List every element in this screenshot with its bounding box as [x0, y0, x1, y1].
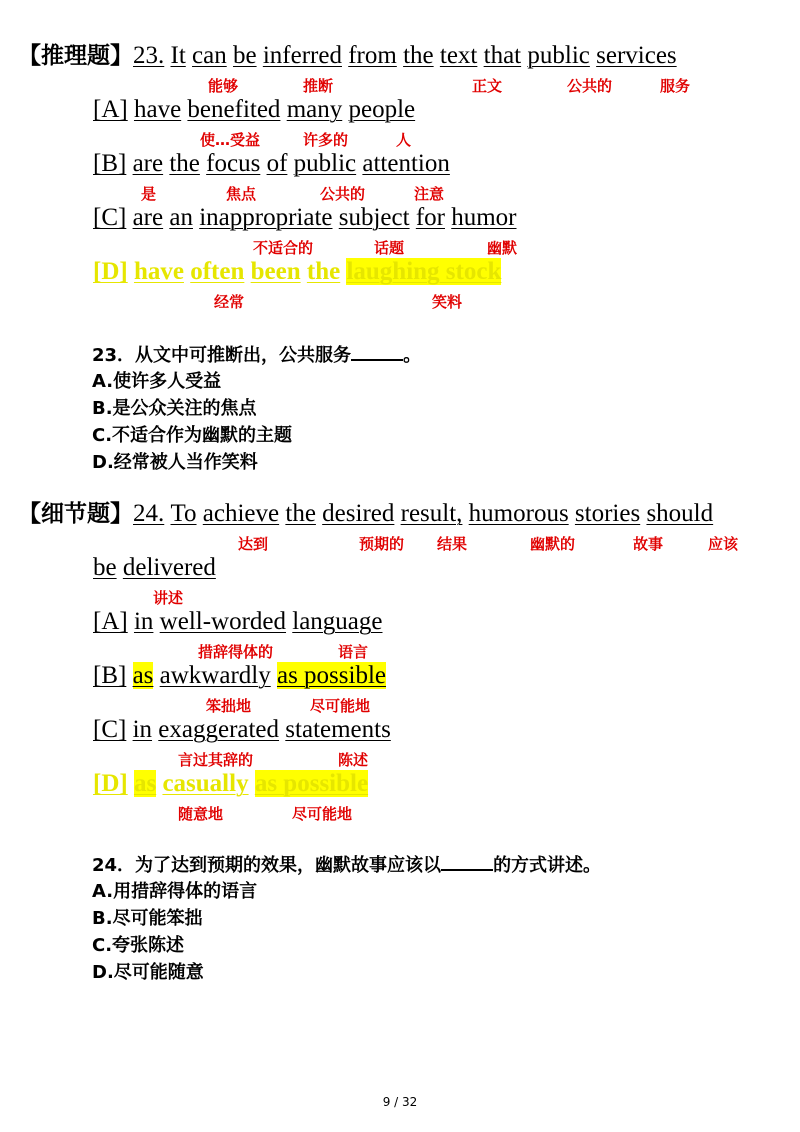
word: people [348, 96, 416, 123]
word: been [250, 258, 301, 285]
gloss: 使…受益 [200, 131, 261, 149]
cn-option: B.尽可能笨拙 [92, 908, 203, 929]
gloss: 话题 [374, 239, 405, 257]
word: of [266, 150, 288, 177]
word: the [306, 258, 341, 285]
word: laughing stock [346, 258, 502, 285]
gloss: 预期的 [359, 535, 405, 553]
q24-option-d-correct [93, 769, 368, 799]
q23-number: 23. [133, 42, 165, 69]
gloss: 幽默 [487, 239, 518, 257]
gloss: 公共的 [320, 185, 366, 203]
word: be [93, 554, 117, 581]
word: as possible [254, 770, 369, 797]
cn-question-text: 23．从文中可推断出，公共服务 [92, 345, 352, 366]
cn-option: D.尽可能随意 [92, 962, 204, 983]
gloss: 言过其辞的 [178, 751, 254, 769]
q23-stem [18, 41, 677, 71]
word: exaggerated [158, 716, 280, 743]
word: inferred [262, 42, 342, 69]
gloss: 幽默的 [530, 535, 576, 553]
q24-number: 24. [133, 500, 165, 527]
word: in [132, 716, 153, 743]
word: for [415, 204, 445, 231]
word: are [132, 204, 164, 231]
word: services [596, 42, 677, 69]
gloss: 经常 [214, 293, 245, 311]
gloss: 公共的 [567, 77, 613, 95]
word: public [293, 150, 357, 177]
gloss: 故事 [633, 535, 664, 553]
word: public [527, 42, 590, 69]
gloss: 注意 [414, 185, 445, 203]
q24-stem-line2 [93, 553, 216, 583]
option-label: [C] [93, 716, 127, 743]
q23-cn-question [92, 343, 421, 368]
cn-option: B.是公众关注的焦点 [92, 398, 257, 419]
word: statements [285, 716, 391, 743]
word: the [285, 500, 316, 527]
q23-option-c [93, 203, 517, 233]
q24-option-a [93, 607, 383, 637]
word: well-worded [159, 608, 287, 635]
word: have [133, 258, 184, 285]
page-number: 9 / 32 [382, 1095, 418, 1109]
word: have [133, 96, 182, 123]
gloss: 语言 [338, 643, 369, 661]
q23-option-d-correct [93, 257, 501, 287]
word: To [170, 500, 197, 527]
word: many [286, 96, 343, 123]
word: desired [322, 500, 395, 527]
cn-question-end: 的方式讲述。 [493, 855, 602, 876]
option-label: [B] [93, 662, 127, 689]
option-label: [C] [93, 204, 127, 231]
gloss: 许多的 [303, 131, 349, 149]
word: inappropriate [199, 204, 333, 231]
word: often [190, 258, 245, 285]
option-label: [D] [93, 770, 128, 797]
gloss: 尽可能地 [292, 805, 353, 823]
gloss: 应该 [708, 535, 739, 553]
gloss: 尽可能地 [310, 697, 371, 715]
q24-cn-question [92, 853, 601, 878]
gloss: 笨拙地 [206, 697, 252, 715]
word: are [132, 150, 164, 177]
q23-tag: 【推理题】 [18, 43, 133, 69]
q24-stem [18, 499, 713, 529]
word: should [646, 500, 714, 527]
word: language [292, 608, 383, 635]
option-label: [A] [93, 96, 128, 123]
word: focus [206, 150, 261, 177]
word: can [192, 42, 227, 69]
word: It [170, 42, 186, 69]
gloss: 笑料 [432, 293, 463, 311]
q24-option-b [93, 661, 386, 691]
word: humorous [468, 500, 569, 527]
gloss: 是 [141, 185, 157, 203]
cn-option: A.用措辞得体的语言 [92, 881, 258, 902]
cn-option: C.不适合作为幽默的主题 [92, 425, 293, 446]
word: benefited [187, 96, 281, 123]
word: the [169, 150, 200, 177]
answer-blank [441, 853, 493, 871]
word: from [348, 42, 397, 69]
word: awkwardly [159, 662, 271, 689]
cn-option: A.使许多人受益 [92, 371, 222, 392]
word: delivered [122, 554, 216, 581]
gloss: 陈述 [338, 751, 369, 769]
word: an [169, 204, 193, 231]
cn-option: D.经常被人当作笑料 [92, 452, 258, 473]
word: stories [574, 500, 641, 527]
word: attention [362, 150, 450, 177]
word: as [133, 770, 157, 797]
word: humor [451, 204, 517, 231]
gloss: 正文 [472, 77, 503, 95]
gloss: 措辞得体的 [198, 643, 274, 661]
gloss: 推断 [303, 77, 334, 95]
gloss: 人 [396, 131, 412, 149]
word: the [403, 42, 434, 69]
word: achieve [202, 500, 280, 527]
gloss: 不适合的 [253, 239, 314, 257]
q23-option-a [93, 95, 415, 125]
word: be [232, 42, 257, 69]
cn-question-end: 。 [403, 345, 422, 366]
gloss: 焦点 [226, 185, 257, 203]
word: that [483, 42, 522, 69]
cn-option: C.夸张陈述 [92, 935, 185, 956]
option-label: [B] [93, 150, 127, 177]
word: text [439, 42, 478, 69]
option-label: [D] [93, 258, 128, 285]
word: casually [162, 770, 249, 797]
option-label: [A] [93, 608, 128, 635]
word: as possible [276, 662, 387, 689]
word: as [132, 662, 154, 689]
word: result, [400, 500, 463, 527]
answer-blank [351, 343, 403, 361]
q24-option-c [93, 715, 391, 745]
cn-question-text: 24．为了达到预期的效果，幽默故事应该以 [92, 855, 442, 876]
gloss: 服务 [660, 77, 691, 95]
q23-option-b [93, 149, 450, 179]
gloss: 结果 [437, 535, 468, 553]
gloss: 随意地 [178, 805, 224, 823]
gloss: 讲述 [153, 589, 184, 607]
word: in [133, 608, 154, 635]
word: subject [338, 204, 410, 231]
gloss: 达到 [238, 535, 269, 553]
gloss: 能够 [208, 77, 239, 95]
q24-tag: 【细节题】 [18, 501, 133, 527]
